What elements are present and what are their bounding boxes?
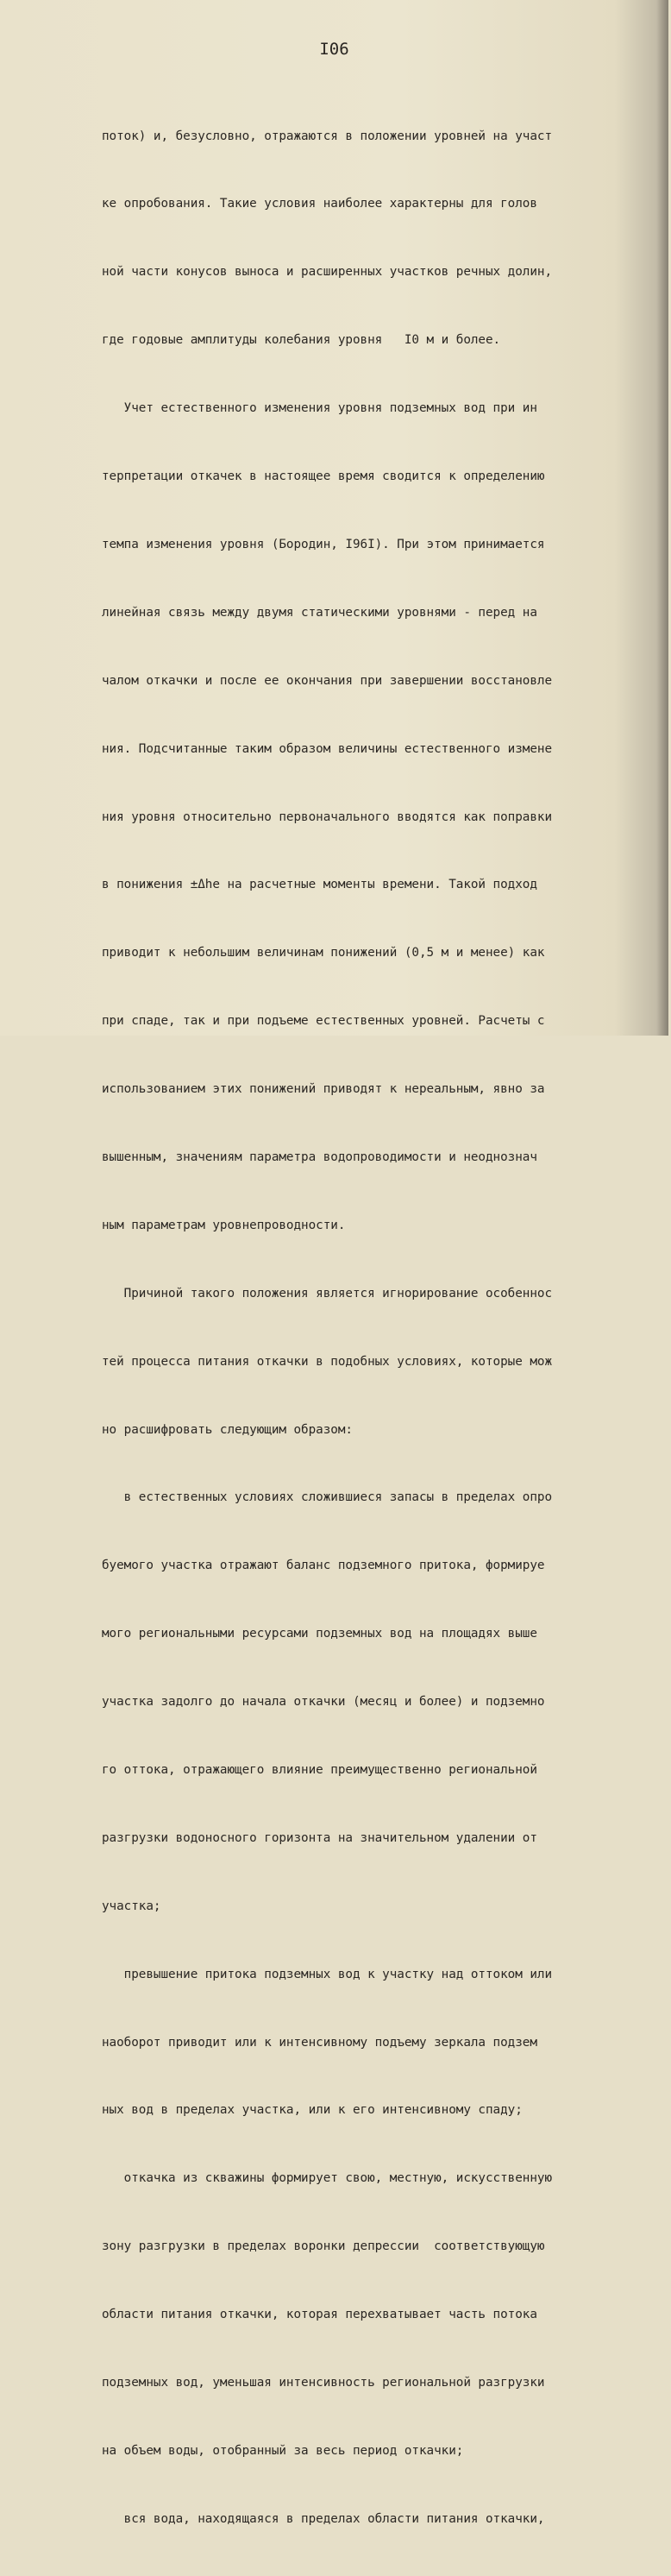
- text-line: наоборот приводит или к интенсивному подъему зеркала подзем: [102, 2035, 537, 2050]
- page-edge-shadow: [656, 0, 668, 1036]
- text-line: откачка из скважины формирует свою, местную, искусственную: [102, 2171, 553, 2186]
- text-line: где годовые амплитуды колебания уровня I0 м и более.: [102, 333, 501, 348]
- text-line: в естественных условиях сложившиеся запасы в пределах опро: [102, 1490, 553, 1505]
- text-line: чалом откачки и после ее окончания при завершении восстановле: [102, 673, 553, 688]
- text-line: тей процесса питания откачки в подобных условиях, которые мож: [102, 1354, 553, 1369]
- text-line: участка задолго до начала откачки (месяц и более) и подземно: [102, 1695, 545, 1710]
- text-line: поток) и, безусловно, отражаются в положении уровней на участ: [102, 129, 553, 143]
- text-line: темпа изменения уровня (Бородин, I96I). При этом принимается: [102, 537, 545, 551]
- text-line: ных вод в пределах участка, или к его интенсивному спаду;: [102, 2103, 523, 2118]
- text-line: превышение притока подземных вод к участку над оттоком или: [102, 1967, 553, 1981]
- text-line: при спаде, так и при подъеме естественных уровней. Расчеты с: [102, 1014, 545, 1029]
- text-line: приводит к небольшим величинам понижений (0,5 м и менее) как: [102, 946, 545, 960]
- text-line: ным параметрам уровнепроводности.: [102, 1218, 346, 1232]
- text-line: линейная связь между двумя статическими уровнями - перед на: [102, 605, 537, 620]
- text-line: Учет естественного изменения уровня подземных вод при ин: [102, 401, 537, 416]
- text-line: терпретации откачек в настоящее время сводится к определению: [102, 469, 545, 484]
- text-line: вышенным, значениям параметра водопроводимости и неоднознач: [102, 1149, 537, 1164]
- text-line: мого региональными ресурсами подземных вод на площадях выше: [102, 1627, 537, 1641]
- text-line: Причиной такого положения является игнорирование особеннос: [102, 1286, 553, 1301]
- text-line: зону разгрузки в пределах воронки депрессии соответствующую: [102, 2239, 545, 2254]
- text-line: ния. Подсчитанные таким образом величины естественного измене: [102, 741, 553, 756]
- text-line: области питания откачки, которая перехватывает часть потока: [102, 2308, 537, 2322]
- page-number: I06: [319, 40, 349, 59]
- text-line: ке опробования. Такие условия наиболее характерны для голов: [102, 197, 537, 211]
- text-line: на объем воды, отобранный за весь период откачки;: [102, 2443, 464, 2458]
- text-line: использованием этих понижений приводят к нереальным, явно за: [102, 1082, 545, 1097]
- text-line: разгрузки водоносного горизонта на значительном удалении от: [102, 1830, 537, 1845]
- text-line: подземных вод, уменьшая интенсивность региональной разгрузки: [102, 2375, 545, 2390]
- text-line: го оттока, отражающего влияние преимущественно региональной: [102, 1762, 537, 1777]
- text-line: но расшифровать следующим образом:: [102, 1422, 353, 1437]
- text-line: вся вода, находящаяся в пределах области питания откачки,: [102, 2511, 545, 2526]
- text-line: буемого участка отражают баланс подземного притока, формируе: [102, 1559, 545, 1573]
- body-text: [102, 79, 671, 2576]
- text-line: ной части конусов выноса и расширенных участков речных долин,: [102, 265, 553, 280]
- text-line: в понижения ±Δhе на расчетные моменты времени. Такой подход: [102, 878, 537, 892]
- text-line: ния уровня относительно первоначального вводятся как поправки: [102, 809, 553, 824]
- text-line: участка;: [102, 1899, 161, 1913]
